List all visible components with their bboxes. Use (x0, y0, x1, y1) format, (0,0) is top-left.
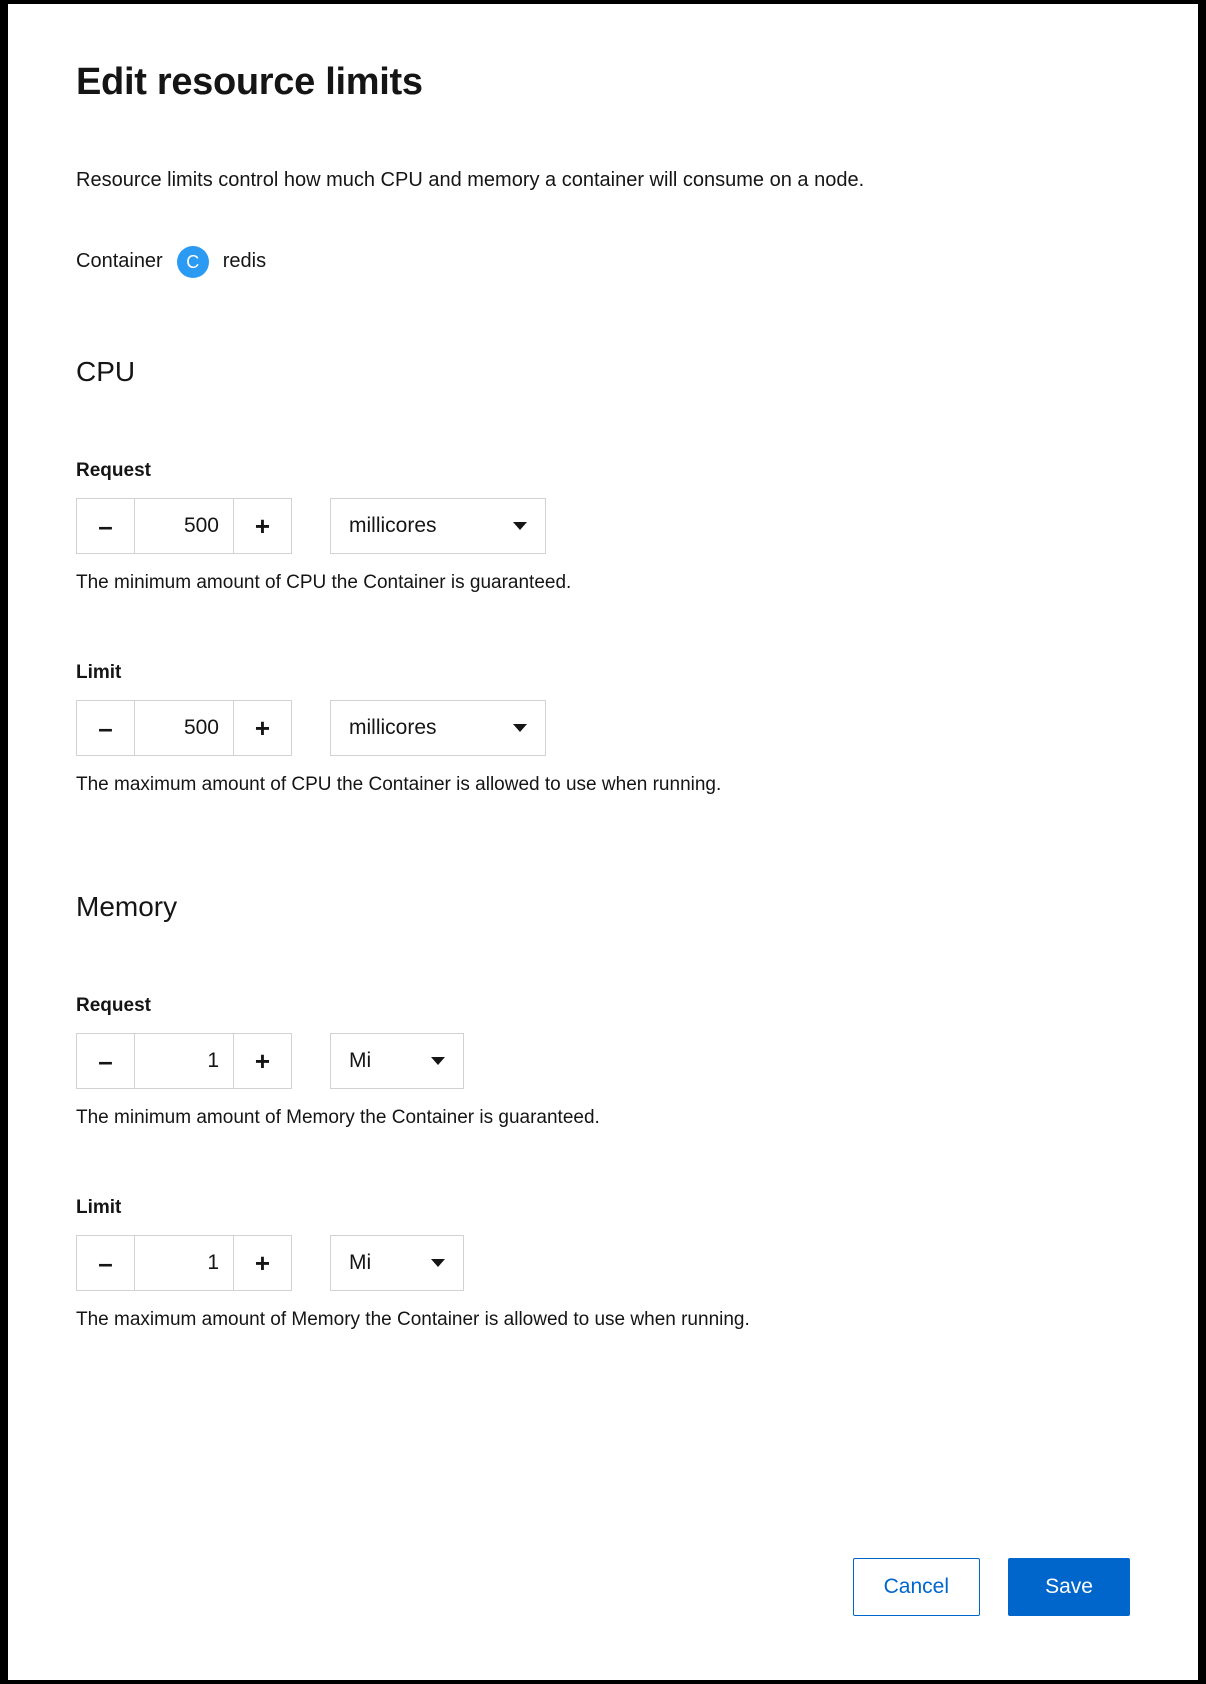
page-backdrop (0, 0, 8, 1684)
memory-limit-stepper[interactable] (76, 1235, 292, 1291)
cpu-limit-label: Limit (76, 662, 122, 684)
memory-request-unit-value: Mi (349, 1048, 372, 1072)
memory-request-increment-button[interactable]: + (233, 1034, 291, 1088)
container-badge-icon: C (177, 246, 209, 278)
save-button[interactable]: Save (1008, 1558, 1130, 1616)
cpu-limit-unit-value: millicores (349, 716, 437, 740)
container-label: Container (76, 250, 163, 273)
memory-request-decrement-button[interactable]: – (77, 1034, 135, 1088)
container-name: redis (222, 250, 267, 273)
dialog-footer (853, 1558, 1130, 1616)
edit-resource-limits-dialog (8, 4, 1198, 1680)
dialog-description: Resource limits control how much CPU and memory a container will consume on a node. (76, 168, 865, 191)
memory-limit-helper: The maximum amount of Memory the Container is allowed to use when running. (76, 1309, 750, 1331)
chevron-down-icon (513, 522, 527, 530)
chevron-down-icon (431, 1259, 445, 1267)
memory-request-row (76, 1033, 1130, 1089)
memory-limit-increment-button[interactable]: + (233, 1236, 291, 1290)
cpu-limit-decrement-button[interactable]: – (77, 701, 135, 755)
cpu-request-decrement-button[interactable]: – (77, 499, 135, 553)
memory-request-stepper[interactable] (76, 1033, 292, 1089)
cpu-limit-increment-button[interactable]: + (233, 701, 291, 755)
cpu-limit-row (76, 700, 1130, 756)
cpu-request-label: Request (76, 459, 151, 481)
cpu-section-title: CPU (76, 355, 136, 387)
memory-request-label: Request (76, 994, 151, 1016)
cpu-limit-input[interactable] (135, 701, 233, 755)
cpu-limit-unit-select[interactable] (330, 700, 546, 756)
memory-request-helper: The minimum amount of Memory the Container is guaranteed. (76, 1106, 600, 1128)
memory-limit-decrement-button[interactable]: – (77, 1236, 135, 1290)
memory-limit-label: Limit (76, 1197, 122, 1219)
cpu-limit-stepper[interactable] (76, 700, 292, 756)
container-row (76, 246, 1130, 278)
memory-limit-unit-value: Mi (349, 1251, 372, 1275)
page-title: Edit resource limits (76, 61, 423, 103)
cpu-request-row (76, 498, 1130, 554)
memory-section-title: Memory (76, 890, 178, 922)
cpu-request-unit-select[interactable] (330, 498, 546, 554)
memory-request-input[interactable] (135, 1034, 233, 1088)
cpu-request-helper: The minimum amount of CPU the Container is guaranteed. (76, 571, 572, 593)
cpu-request-increment-button[interactable]: + (233, 499, 291, 553)
cpu-request-input[interactable] (135, 499, 233, 553)
cpu-limit-helper: The maximum amount of CPU the Container is allowed to use when running. (76, 774, 722, 796)
cpu-request-stepper[interactable] (76, 498, 292, 554)
memory-limit-row (76, 1235, 1130, 1291)
memory-request-unit-select[interactable] (330, 1033, 464, 1089)
cancel-button[interactable]: Cancel (853, 1558, 980, 1616)
dialog-body (8, 4, 1198, 1680)
cpu-request-unit-value: millicores (349, 513, 437, 537)
chevron-down-icon (513, 724, 527, 732)
memory-limit-input[interactable] (135, 1236, 233, 1290)
memory-limit-unit-select[interactable] (330, 1235, 464, 1291)
chevron-down-icon (431, 1057, 445, 1065)
